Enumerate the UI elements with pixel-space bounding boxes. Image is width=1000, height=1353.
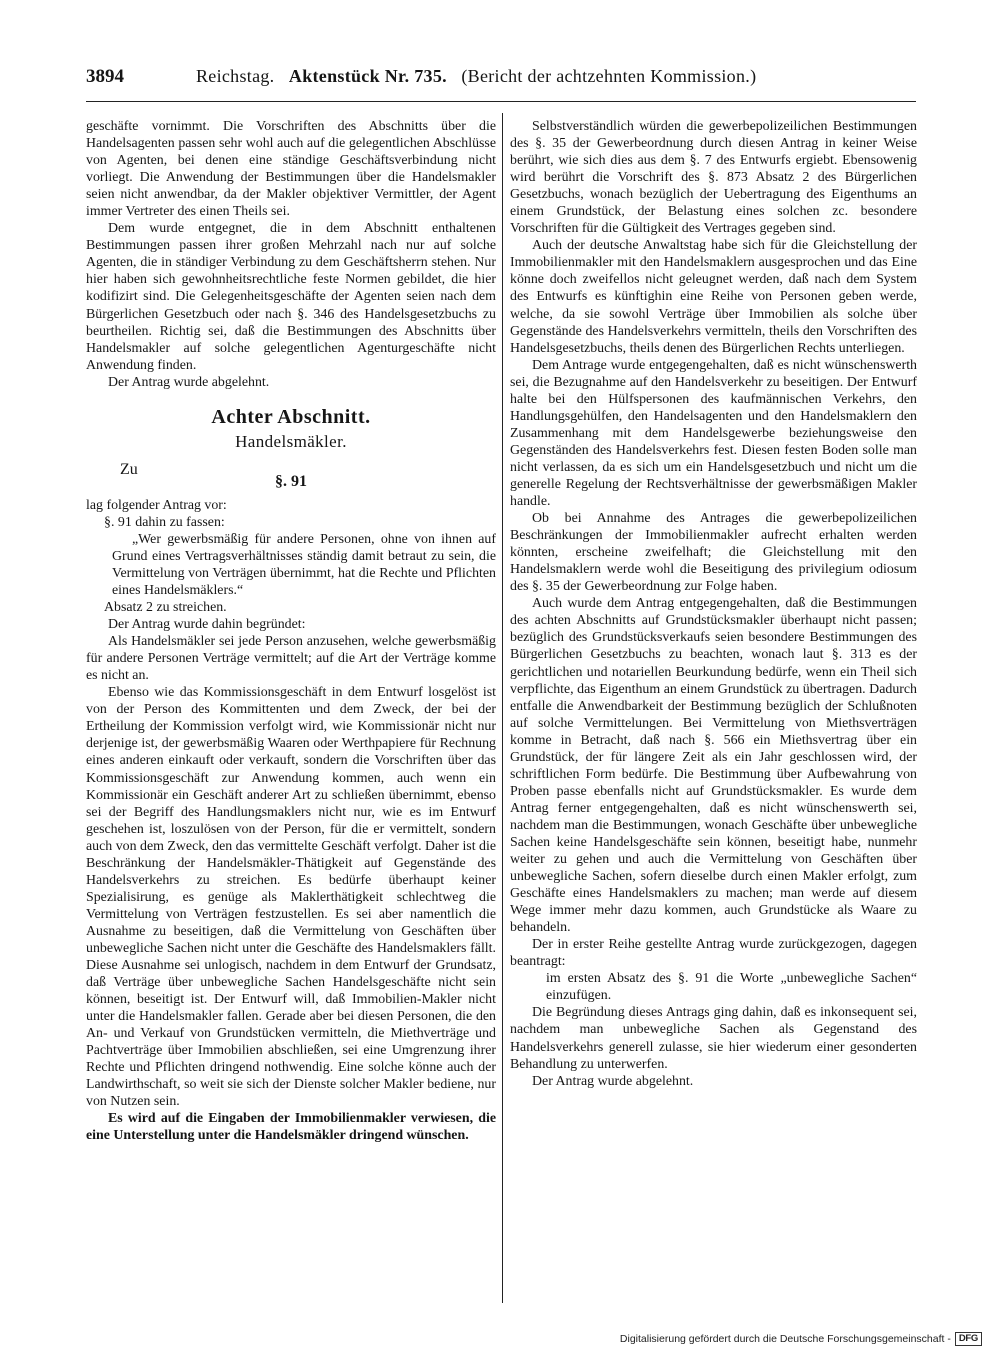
- paragraph: §. 91 dahin zu fassen:: [104, 514, 225, 530]
- paragraph: geschäfte vornimmt. Die Vorschriften des Abschnitts über die Handelsagenten passen sehr wohl auch auf die gelegentlichen Abschlüsse von Agenten, bei denen eine ständige Geschäftsverbindung nicht vorliegt. Die Anwendung der Bestimmungen über die Handelsmakler seien nicht anwendbar, da der Makler objektiver Vermittler, der Agent immer Vertreter des einen Theils sei.: [86, 119, 496, 220]
- running-title: [196, 66, 916, 87]
- quoted-motion: „Wer gewerbsmäßig für andere Personen, ohne von ihnen auf Grund eines Vertragsverhältnisses ständig damit betraut zu sein, die Vermittelung von Verträgen übernimmt, hat die Rechte und Pflichten eines Handelsmäklers.“: [112, 531, 496, 598]
- header-rule: [86, 101, 916, 102]
- paragraph: Ebenso wie das Kommissionsgeschäft in dem Entwurf losgelöst ist von der Person des Kommittenten und dem Zweck, der bei der Ertheilung der Kommission verfolgt wird, wie Kommissionär nicht nur derjenige ist, der gewerbsmäßig Waaren oder Werthpapiere für Rechnung eines anderen einkauft oder verkauft, sondern die Vorschriften über das Kommissionsgeschäft zur Anwendung kommen, auch wenn ein Kommissionär ein Geschäft anderer Art zu schließen übernimmt, ebenso sei der Begriff des Handlungsmaklers nicht nur, wie es im Entwurf geschehen ist, loszulösen von der Person, für die er vermittelt, sondern auch von dem Zweck, den das vermittelte Geschäft verfolgt. Daher ist die Beschränkung der Handelsmäkler-Thätigkeit auf Gegenstände des Handelsverkehrs zu streichen. Es bedürfe überhaupt keiner Spezialisirung, es genüge als Maklerthätigkeit schlechtweg die Vermittelung von Verträgen festzustellen. Es sei aber namentlich die Ausnahme zu beseitigen, daß die Vermittelung von Geschäften über unbewegliche Sachen nicht unter die Geschäfte des Handelsmaklers fällt. Diese Ausnahme sei unlogisch, nachdem in dem Entwurf der Grundsatz, daß Verträge über unbewegliche Sachen Handelsgeschäfte nicht sein können, beseitigt ist. Der Entwurf will, daß Immobilien-Makler nicht unter die Handelsmakler fallen. Gerade aber bei diesen Personen, die den An- und Verkauf von Grundstücken vermitteln, die Miethverträge und Pachtverträge über Immobilien abschließen, sei eine Umgrenzung ihrer Rechte und Pflichten dringend nothwendig. Eine solche könne auch der Landwirthschaft, so weit sie sich der Dienste solcher Makler bediene, nur von Nutzen sein.: [86, 685, 497, 1110]
- paragraph: Selbstverständlich würden die gewerbepolizeilichen Bestimmungen des §. 35 der Gewerbeordnung durch diesen Antrag in keiner Weise berührt, wie sich dies aus dem §. 7 des Entwurfs ergiebt. Ebensowenig wird berührt die Vorschrift des §. 873 Absatz 2 des Bürgerlichen Gesetzbuchs, wonach bezüglich der Uebertragung des Eigenthums an einem Grundstück, der Belastung eines solchen zc. besondere Vorschriften für die Gültigkeit des Vertrages gegeben sind.: [510, 119, 917, 237]
- section-title: Achter Abschnitt.: [211, 405, 371, 428]
- section-reference: [86, 461, 496, 497]
- paragraph: lag folgender Antrag vor:: [86, 497, 227, 513]
- paragraph: Es wird auf die Eingaben der Immobilienmakler verwiesen, die eine Unterstellung unter die Handelsmäkler dringend wünschen.: [86, 1111, 496, 1144]
- page-number: 3894: [86, 66, 124, 87]
- dfg-logo: DFG: [955, 1332, 982, 1346]
- left-column: [86, 118, 496, 1145]
- paragraph: Ob bei Annahme des Antrages die gewerbepolizeilichen Beschränkungen der Immobilienmakler aufrecht erhalten werden könnten, erscheine zweifelhaft; die Gleichstellung mit den Handelsmaklern werde wohl die Beseitigung des privilegium odiosum des §. 35 der Gewerbeordnung zur Folge haben.: [510, 511, 917, 595]
- paragraph: Auch der deutsche Anwaltstag habe sich für die Gleichstellung der Immobilienmakler mit den Handelsmaklern ausgesprochen und das Eine könne doch zweifellos nicht geleugnet werden, daß nach dem System des Entwurfs es künftighin eine Reihe von Personen geben werde, welche, da sie sowohl Verträge über Immobilien als solche über Gegenstände des Handelsverkehrs vermitteln, theils den Vorschriften des Handelsgesetzbuchs, theils denen des Bürgerlichen Rechts unterliegen.: [510, 238, 917, 356]
- right-column: [510, 118, 917, 1090]
- paragraph: Als Handelsmäkler sei jede Person anzusehen, welche gewerbsmäßig für andere Personen Verträge vermittelt; auf die Art der Verträge komme es nicht an.: [86, 634, 496, 684]
- paragraph: Der Antrag wurde dahin begründet:: [108, 617, 306, 633]
- paragraph: im ersten Absatz des §. 91 die Worte „unbewegliche Sachen“ einzufügen.: [546, 971, 917, 1004]
- paragraph: Die Begründung dieses Antrags ging dahin, daß es inkonsequent sei, nachdem man unbewegliche Sachen als Gegenstand des Handelsverkehrs generell zulasse, sie hier wiederum einer gesonderten Behandlung zu unterwerfen.: [510, 1005, 917, 1072]
- column-divider: [502, 113, 503, 1303]
- paragraph: Der in erster Reihe gestellte Antrag wurde zurückgezogen, dagegen beantragt:: [510, 937, 917, 970]
- section-subtitle: Handelsmäkler.: [235, 431, 347, 451]
- digitization-footer: [620, 1331, 982, 1347]
- title-document-number: Aktenstück Nr. 735.: [288, 66, 447, 86]
- title-suffix: (Bericht der achtzehnten Kommission.): [461, 66, 757, 86]
- page-header: [86, 66, 916, 100]
- paragraph: Absatz 2 zu streichen.: [104, 600, 227, 616]
- zu-label: Zu: [120, 460, 138, 478]
- title-prefix: Reichstag.: [196, 66, 275, 86]
- paragraph-sign: §. 91: [275, 472, 307, 490]
- paragraph: Der Antrag wurde abgelehnt.: [108, 374, 270, 390]
- paragraph: Dem wurde entgegnet, die in dem Abschnitt enthaltenen Bestimmungen passen ihrer großen Mehrzahl nach nur auf solche Agenten, die in ständiger Verbindung zu dem Geschäftsherrn stehen. Nur hier haben sich gewohnheitsrechtliche feste Normen gebildet, die hier kodifizirt sind. Die Gelegenheitsgeschäfte der Agenten seien nach dem Bürgerlichen Gesetzbuch oder nach §. 346 des Handelsgesetzbuchs zu beurtheilen. Richtig sei, daß die Bestimmungen des Abschnitts über Handelsmakler auf solche gelegentlichen Agenturgeschäfte nicht Anwendung finden.: [86, 221, 496, 373]
- paragraph: Dem Antrage wurde entgegengehalten, daß es nicht wünschenswerth sei, die Bezugnahme auf den Handelsverkehr zu beseitigen. Der Entwurf halte bei den Hülfspersonen des kaufmännischen Verkehrs, den Handlungsgehülfen, den Handelsagenten und den Handelsmaklern den Zusammenhang mit dem Handelsgewerbe beziehungsweise den Gegenständen des Handelsverkehrs fest. Diesen festen Boden solle man nicht verlassen, da es sich um ein Handelsgesetzbuch und nicht um die generelle Regelung der Rechtsverhältnisse der gewerbsmäßigen Makler handle.: [510, 357, 917, 510]
- footer-text: Digitalisierung gefördert durch die Deutsche Forschungsgemeinschaft -: [619, 1333, 951, 1345]
- paragraph: Der Antrag wurde abgelehnt.: [532, 1073, 694, 1089]
- paragraph: Auch wurde dem Antrag entgegengehalten, daß die Bestimmungen des achten Abschnitts auf Grundstücksmakler überhaupt nicht passen; bezüglich des Grundstücksverkaufs seien besondere Bestimmungen des Bürgerlichen Gesetzbuchs zu beachten, wonach laut §. 313 es der gerichtlichen und notariellen Beurkundung bedürfe, wenn ein Theil sich verpflichte, das Eigenthum an einem Grundstück zu übertragen. Dadurch entfalle die Anwendbarkeit der Bestimmung bezüglich der Schlußnoten auf solche Vermittelungen. Bei Vermittelung von Miethsverträgen komme in Betracht, daß nach §. 566 ein Miethsvertrag über ein Grundstück, der für längere Zeit als ein Jahr geschlossen wird, der schriftlichen Form bedürfe. Die Bestimmung über Aufbewahrung von Proben passe ebenfalls nicht auf Grundstücksmakler. Es wurde dem Antrag ferner entgegengehalten, daß es nicht wünschenswerth sei, nachdem man die Bestimmungen, wonach Geschäfte über unbewegliche Sachen keine Handelsgeschäfte sein können, beseitigt habe, nunmehr weiter zu gehen und auch die Vermittelung von Geschäften über unbewegliche Sachen, sofern dieselbe durch einen Makler erfolgt, zum Geschäfte eines Handelsmaklers zu machen; man werde auf diesem Wege immer mehr dazu kommen, auch Grundstücke als Waare zu behandeln.: [510, 596, 917, 936]
